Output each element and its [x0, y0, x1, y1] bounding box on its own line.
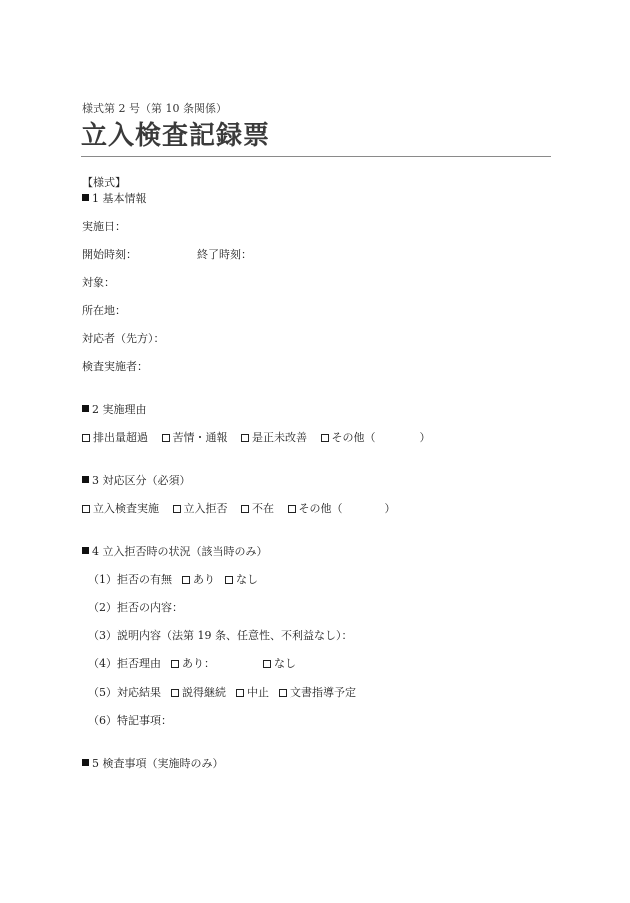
section-1-heading	[82, 190, 147, 206]
reason-option-label: その他（	[331, 431, 376, 444]
option-label: なし	[236, 573, 258, 586]
black-square-bullet-icon	[82, 547, 89, 554]
reason-other-close: ）	[419, 431, 431, 444]
result-persuade-option[interactable]	[171, 686, 226, 699]
format-label: 【様式】	[82, 176, 126, 189]
refusal-no-option[interactable]	[225, 573, 258, 586]
checkbox-icon	[288, 505, 296, 513]
option-label: 文書指導予定	[290, 686, 356, 699]
checkbox-icon	[241, 434, 249, 442]
form-number: 様式第 2 号（第 10 条関係）	[82, 102, 227, 115]
special-notes-label: （6）特記事項：	[88, 714, 172, 727]
section-2-title: 2 実施理由	[92, 403, 147, 416]
checkbox-icon	[82, 505, 90, 513]
result-stop-option[interactable]	[236, 686, 269, 699]
checkbox-icon	[82, 434, 90, 442]
time-fields-row	[82, 246, 252, 262]
black-square-bullet-icon	[82, 405, 89, 412]
section-5-heading	[82, 755, 224, 771]
reason-option-label: 苦情・通報	[172, 431, 228, 444]
section-2-heading	[82, 401, 147, 417]
option-label: あり	[193, 573, 215, 586]
reason-option-other[interactable]	[321, 431, 376, 444]
black-square-bullet-icon	[82, 194, 89, 201]
refusal-content-label: （2）拒否の内容：	[88, 601, 183, 614]
response-option-other[interactable]	[288, 502, 343, 515]
location-field-label: 所在地：	[82, 304, 126, 317]
refusal-presence-label: （1）拒否の有無	[88, 573, 172, 586]
explanation-content-label: （3）説明内容（法第 19 条、任意性、不利益なし）：	[88, 629, 353, 642]
checkbox-icon	[225, 576, 233, 584]
section-3-heading	[82, 472, 191, 488]
section-3-title: 3 対応区分（必須）	[92, 474, 191, 487]
checkbox-icon	[162, 434, 170, 442]
checkbox-icon	[279, 689, 287, 697]
checkbox-icon	[236, 689, 244, 697]
section-4-title: 4 立入拒否時の状況（該当時のみ）	[92, 545, 268, 558]
response-option-label: 立入検査実施	[93, 502, 159, 515]
response-option-absent[interactable]	[241, 502, 274, 515]
reason-option-label: 排出量超過	[93, 431, 148, 444]
checkbox-icon	[171, 689, 179, 697]
checkbox-icon	[182, 576, 190, 584]
option-label: なし	[274, 657, 296, 670]
refusal-reason-row	[88, 655, 296, 671]
response-option-inspected[interactable]	[82, 502, 159, 515]
response-option-label: その他（	[298, 502, 343, 515]
reason-option-complaint[interactable]	[162, 431, 228, 444]
end-time-label: 終了時刻：	[197, 248, 252, 261]
refusal-presence-row	[88, 571, 258, 587]
section-5-title: 5 検査事項（実施時のみ）	[92, 757, 224, 770]
option-label: 説得継続	[182, 686, 226, 699]
start-time-label: 開始時刻：	[82, 248, 137, 261]
result-written-guidance-option[interactable]	[279, 686, 356, 699]
respondent-field-label: 対応者（先方）：	[82, 332, 165, 345]
response-result-label: （5）対応結果	[88, 686, 161, 699]
checkbox-icon	[173, 505, 181, 513]
checkbox-icon	[241, 505, 249, 513]
response-result-row	[88, 684, 356, 700]
response-options-row	[82, 500, 396, 516]
option-label: 中止	[247, 686, 269, 699]
inspector-field-label: 検査実施者：	[82, 360, 148, 373]
black-square-bullet-icon	[82, 759, 89, 766]
option-label: あり：	[182, 657, 215, 670]
refusal-reason-label: （4）拒否理由	[88, 657, 161, 670]
reason-no-option[interactable]	[263, 657, 296, 670]
reason-option-label: 是正未改善	[252, 431, 307, 444]
response-option-label: 不在	[252, 502, 274, 515]
document-title: 立入検査記録票	[81, 121, 271, 151]
reason-option-excess[interactable]	[82, 431, 148, 444]
target-field-label: 対象：	[82, 276, 115, 289]
response-option-label: 立入拒否	[183, 502, 228, 515]
refusal-yes-option[interactable]	[182, 573, 215, 586]
title-divider	[81, 156, 551, 157]
section-1-title: 1 基本情報	[92, 192, 147, 205]
date-field-label: 実施日：	[82, 220, 126, 233]
response-option-refused[interactable]	[173, 502, 228, 515]
reason-yes-option[interactable]	[171, 657, 215, 670]
reason-option-uncorrected[interactable]	[241, 431, 307, 444]
section-4-heading	[82, 543, 268, 559]
checkbox-icon	[263, 660, 271, 668]
black-square-bullet-icon	[82, 476, 89, 483]
checkbox-icon	[321, 434, 329, 442]
response-other-close: ）	[384, 502, 396, 515]
checkbox-icon	[171, 660, 179, 668]
reason-options-row	[82, 429, 431, 445]
